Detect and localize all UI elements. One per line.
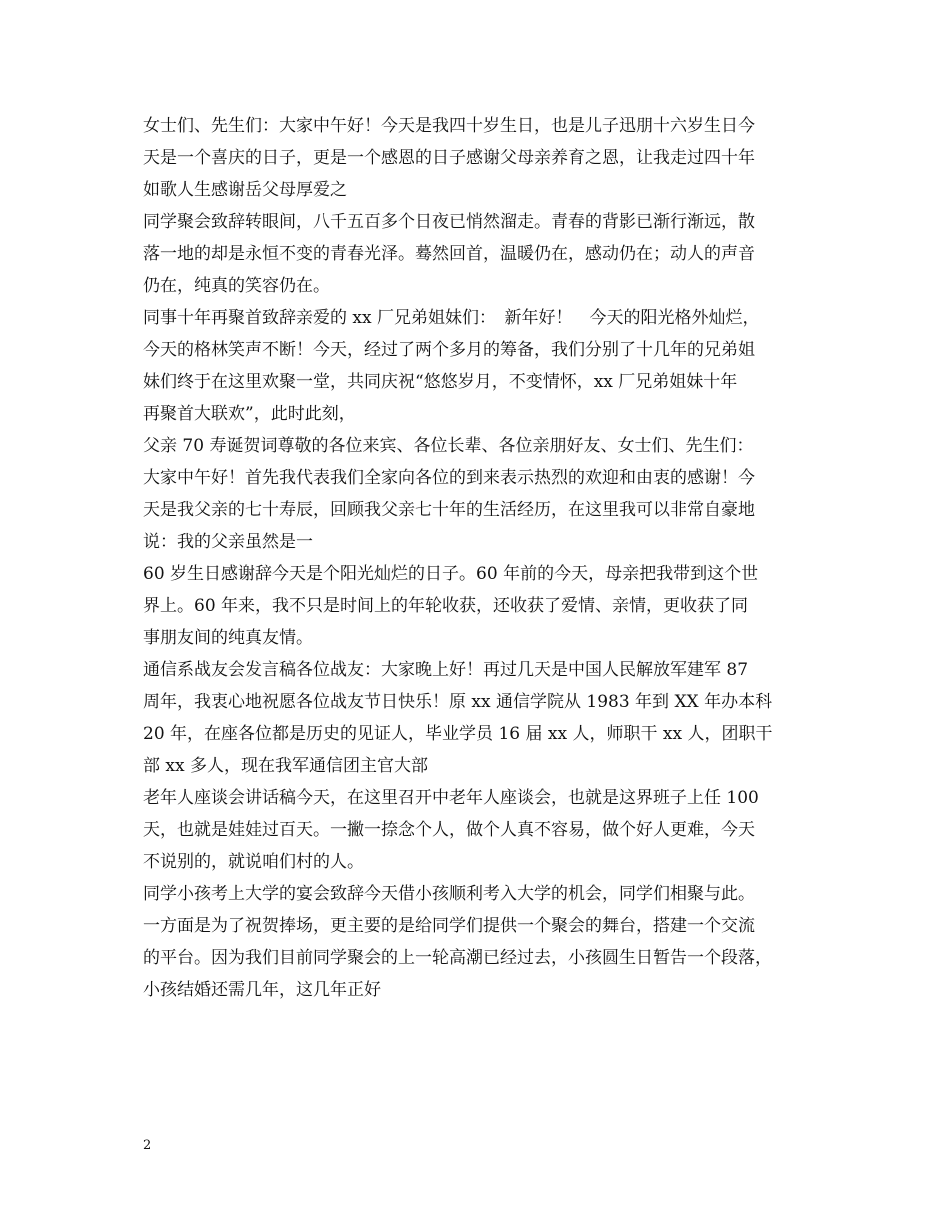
text-line: 再聚首大联欢”，此时此刻，: [143, 404, 356, 424]
text-line: 一方面是为了祝贺捧场，更主要的是给同学们提供一个聚会的舞台，搭建一个交流: [143, 916, 755, 936]
text-line: 界上。60 年来，我不只是时间上的年轮收获，还收获了爱情、亲情，更收获了同: [143, 596, 749, 616]
text-line: 仍在，纯真的笑容仍在。: [143, 276, 330, 296]
paragraph: [143, 430, 823, 558]
paragraph: [143, 558, 823, 654]
text-line: 不说别的，就说咱们村的人。: [143, 852, 364, 872]
text-line: 老年人座谈会讲话稿今天，在这里召开中老年人座谈会，也就是这界班子上任 100: [143, 788, 759, 808]
document-body: [143, 110, 823, 1006]
text-line: 同事十年再聚首致辞亲爱的 xx 厂兄弟姐妹们： 新年好！ 今天的阳光格外灿烂，: [143, 308, 760, 328]
text-line: 大家中午好！首先我代表我们全家向各位的到来表示热烈的欢迎和由衷的感谢！今: [143, 468, 755, 488]
text-line: 同学小孩考上大学的宴会致辞今天借小孩顺利考入大学的机会，同学们相聚与此。: [143, 884, 755, 904]
text-line: 今天的格林笑声不断！今天，经过了两个多月的筹备，我们分别了十几年的兄弟姐: [143, 340, 755, 360]
text-line: 部 xx 多人，现在我军通信团主官大部: [143, 756, 428, 776]
text-line: 妹们终于在这里欢聚一堂，共同庆祝“悠悠岁月，不变情怀，xx 厂兄弟姐妹十年: [143, 372, 738, 392]
paragraph: [143, 782, 823, 878]
text-line: 天，也就是娃娃过百天。一撇一捺念个人，做个人真不容易，做个好人更难，今天: [143, 820, 755, 840]
text-line: 事朋友间的纯真友情。: [143, 628, 313, 648]
text-line: 女士们、先生们：大家中午好！今天是我四十岁生日，也是儿子迅朋十六岁生日今: [143, 116, 755, 136]
paragraph: [143, 206, 823, 302]
text-line: 20 年，在座各位都是历史的见证人，毕业学员 16 届 xx 人，师职干 xx 人，团职干: [143, 724, 773, 744]
text-line: 天是我父亲的七十寿辰，回顾我父亲七十年的生活经历，在这里我可以非常自豪地: [143, 500, 755, 520]
text-line: 通信系战友会发言稿各位战友：大家晚上好！再过几天是中国人民解放军建军 87: [143, 660, 749, 680]
paragraph: [143, 654, 823, 782]
text-line: 周年，我衷心地祝愿各位战友节日快乐！原 xx 通信学院从 1983 年到 XX 年办本科: [143, 692, 773, 712]
text-line: 父亲 70 寿诞贺词尊敬的各位来宾、各位长辈、各位亲朋好友、女士们、先生们：: [143, 436, 754, 456]
paragraph: [143, 110, 823, 206]
text-line: 60 岁生日感谢辞今天是个阳光灿烂的日子。60 年前的今天，母亲把我带到这个世: [143, 564, 759, 584]
text-line: 天是一个喜庆的日子，更是一个感恩的日子感谢父母亲养育之恩，让我走过四十年: [143, 148, 755, 168]
text-line: 小孩结婚还需几年，这几年正好: [143, 980, 381, 1000]
text-line: 同学聚会致辞转眼间，八千五百多个日夜已悄然溜走。青春的背影已渐行渐远，散: [143, 212, 755, 232]
paragraph: [143, 878, 823, 1006]
paragraph: [143, 302, 823, 430]
page-number: 2: [143, 1138, 152, 1153]
text-line: 说：我的父亲虽然是一: [143, 532, 313, 552]
text-line: 的平台。因为我们目前同学聚会的上一轮高潮已经过去，小孩圆生日暂告一个段落，: [143, 948, 772, 968]
text-line: 如歌人生感谢岳父母厚爱之: [143, 180, 347, 200]
text-line: 落一地的却是永恒不变的青春光泽。蓦然回首，温暖仍在，感动仍在；动人的声音: [143, 244, 755, 264]
